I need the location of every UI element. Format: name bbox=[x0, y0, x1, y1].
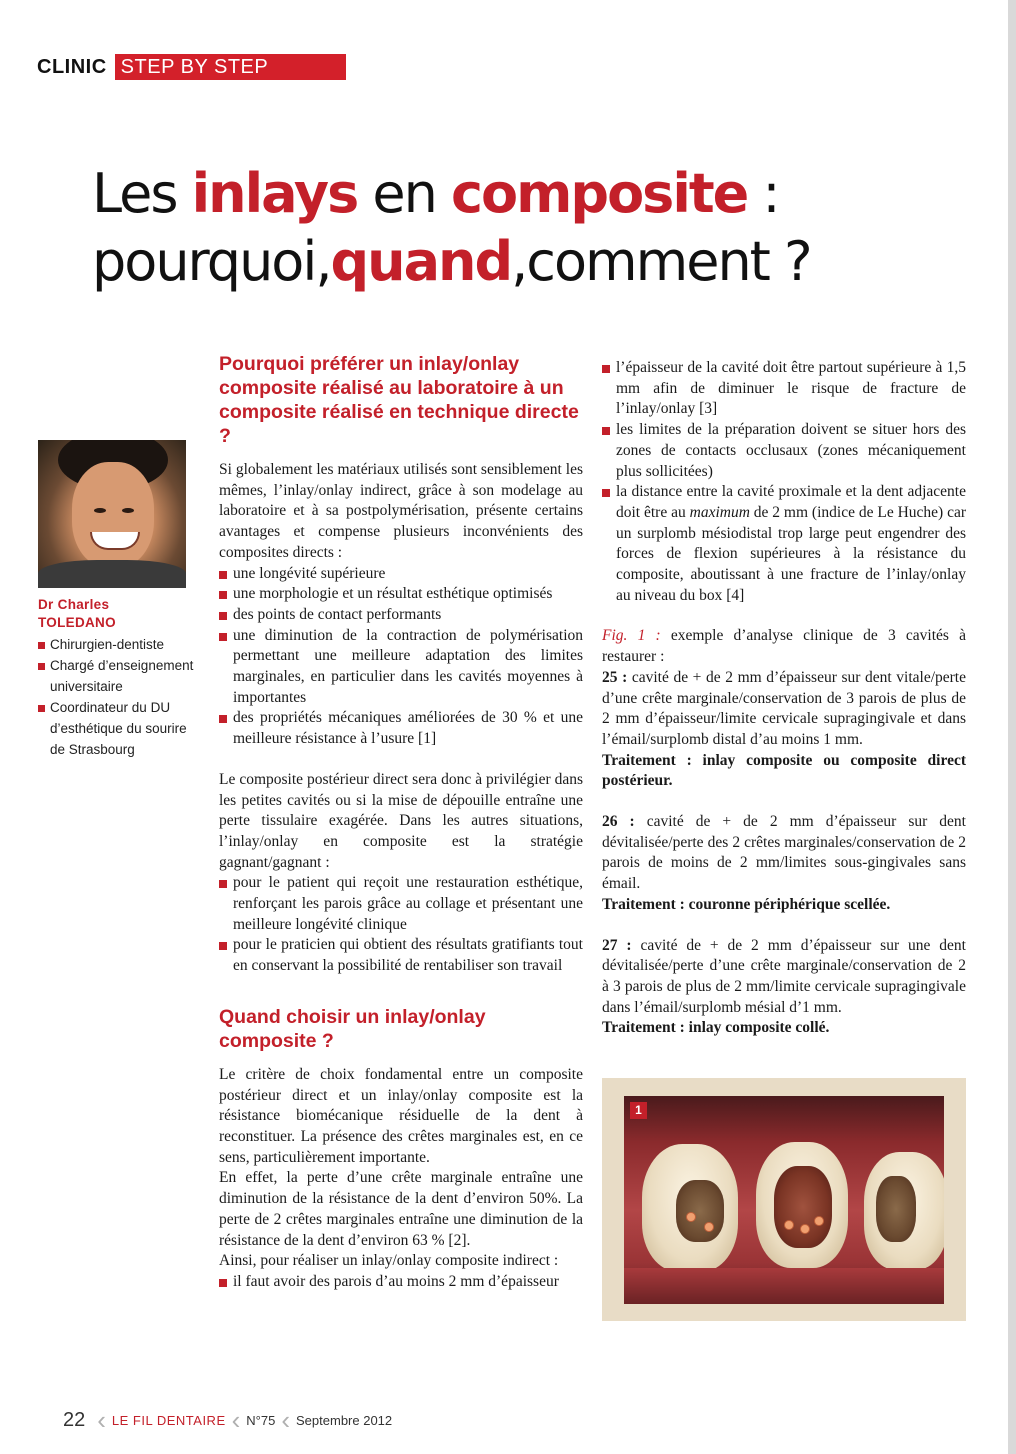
issue-number: N°75 bbox=[246, 1412, 276, 1428]
paragraph: En effet, la perte d’une crête marginale entraîne une diminution de la résistance de la dent d’environ 50%. La perte de 2 crêtes marginales entraîne une diminution de la résistance de la dent d’environ 63 % [2]. bbox=[219, 1169, 583, 1249]
list-item: la distance entre la cavité proximale et la dent adjacente doit être au maximum de 2 mm (indice de Le Huche) car un surplomb mésiodistal trop large peut engendrer des forces de flexion supérieures à la résistance du composite, aboutissant à une fracture de l’inlay/onlay au niveau du box [4] bbox=[602, 482, 966, 606]
page-footer bbox=[63, 1406, 392, 1434]
case-26-treatment: Traitement : couronne périphérique scellée. bbox=[602, 895, 891, 913]
section-header bbox=[37, 54, 346, 80]
criteria-list bbox=[219, 1272, 583, 1293]
clinical-figure bbox=[602, 1078, 966, 1321]
case-25: 25 : cavité de + de 2 mm d’épaisseur sur dent vitale/perte d’une crête marginale/conservation de 3 parois de plus de 2 mm d’épaisseur/limite cervicale supragingivale et dans l’émail/surplomb distal d’au moins 1 mm. bbox=[602, 668, 966, 748]
title-highlight: inlays bbox=[191, 162, 358, 225]
article-title bbox=[92, 160, 972, 296]
list-item: des points de contact performants bbox=[219, 605, 583, 626]
section-heading-when: Quand choisir un inlay/onlay composite ? bbox=[219, 1005, 486, 1052]
title-text: Les bbox=[92, 162, 192, 225]
title-text: : bbox=[747, 162, 779, 225]
list-item: une longévité supérieure bbox=[219, 564, 583, 585]
list-item: une diminution de la contraction de polymérisation permettant une meilleure adaptation des limites marginales, en particulier dans les cavités moyennes à importantes bbox=[219, 626, 583, 709]
paragraph: Ainsi, pour réaliser un inlay/onlay composite indirect : bbox=[219, 1252, 559, 1270]
figure-caption-intro: Fig. 1 : exemple d’analyse clinique de 3 cavités à restaurer : bbox=[602, 627, 966, 666]
article-column-1 bbox=[219, 352, 583, 1293]
list-item: pour le patient qui reçoit une restauration esthétique, renforçant les parois grâce au collage et présentant une meilleure longévité clinique bbox=[219, 873, 583, 935]
title-text: en bbox=[357, 162, 452, 225]
author-role: Chirurgien-dentiste bbox=[38, 634, 198, 655]
list-item: une morphologie et un résultat esthétique optimisés bbox=[219, 584, 583, 605]
title-text: pourquoi, bbox=[92, 230, 331, 293]
list-item: des propriétés mécaniques améliorées de 30 % et une meilleure résistance à l’usure [1] bbox=[219, 708, 583, 749]
list-item: l’épaisseur de la cavité doit être partout supérieure à 1,5 mm afin de diminuer le risque de fracture de l’inlay/onlay [3] bbox=[602, 358, 966, 420]
title-line-1 bbox=[92, 160, 972, 228]
title-highlight: composite bbox=[451, 162, 748, 225]
page-edge bbox=[1008, 0, 1016, 1454]
clinical-photo bbox=[624, 1096, 944, 1304]
author-first-name: Dr Charles bbox=[38, 597, 110, 612]
paragraph: Le composite postérieur direct sera donc à privilégier dans les petites cavités ou si la mise de dépouille entraîne une perte tissulaire exagérée. Dans les autres situations, l’inlay/onlay en composite est la stratégie gagnant/gagnant : bbox=[219, 770, 583, 871]
figure-label: Fig. 1 : bbox=[602, 627, 661, 645]
author-roles bbox=[38, 634, 198, 760]
page-number: 22 bbox=[63, 1408, 86, 1431]
section-heading-why: Pourquoi préférer un inlay/onlay composite réalisé au laboratoire à un composite réalisé en technique directe ? bbox=[219, 353, 579, 447]
chevron-left-icon: ‹ bbox=[97, 1405, 106, 1435]
case-27-treatment: Traitement : inlay composite collé. bbox=[602, 1019, 830, 1037]
magazine-name: LE FIL DENTAIRE bbox=[111, 1412, 226, 1428]
case-27: 27 : cavité de + de 2 mm d’épaisseur sur une dent dévitalisée/perte d’une crête marginale/conservation de 2 à 3 parois de plus de 2 mm/limite cervicale supragingivale dans l’émail/surplomb mésial d’1 mm. bbox=[602, 936, 966, 1016]
title-text: ,comment ? bbox=[511, 230, 811, 293]
author-photo bbox=[38, 440, 186, 588]
paragraph: Si globalement les matériaux utilisés sont sensiblement les mêmes, l’inlay/onlay indirect, grâce à son modelage au laboratoire et à sa postpolymérisation, présente certains avantages et compense plusieurs inconvénients des composites directs : bbox=[219, 461, 583, 561]
author-name bbox=[38, 596, 198, 632]
list-item: pour le praticien qui obtient des résultats gratifiants tout en conservant la possibilité de rentabiliser son travail bbox=[219, 935, 583, 976]
advantages-list bbox=[219, 564, 583, 750]
title-highlight: quand bbox=[330, 230, 512, 293]
author-last-name: TOLEDANO bbox=[38, 615, 116, 630]
title-line-2 bbox=[92, 228, 972, 296]
chevron-left-icon: ‹ bbox=[231, 1405, 241, 1435]
list-item: il faut avoir des parois d’au moins 2 mm d’épaisseur bbox=[219, 1272, 583, 1293]
winwin-list bbox=[219, 873, 583, 977]
list-item: les limites de la préparation doivent se situer hors des zones de contacts occlusaux (zones mécaniquement plus sollicitées) bbox=[602, 420, 966, 482]
case-26: 26 : cavité de + de 2 mm d’épaisseur sur dent dévitalisée/perte des 2 crêtes marginales/conservation de 2 parois de moins de 2 mm/limites sous-gingivales sans émail. bbox=[602, 813, 966, 893]
figure-number-badge: 1 bbox=[630, 1102, 647, 1119]
author-role: Coordinateur du DU d’esthétique du sourire de Strasbourg bbox=[38, 697, 198, 760]
case-25-treatment: Traitement : inlay composite ou composite direct postérieur. bbox=[602, 751, 966, 790]
paragraph: Le critère de choix fondamental entre un composite postérieur direct et un inlay/onlay composite est la résistance biomécanique résiduelle de la dent à reconstituer. La présence des crêtes marginales est, en ce sens, particulièrement importante. bbox=[219, 1065, 583, 1166]
article-column-2 bbox=[602, 358, 966, 1039]
section-label: CLINIC bbox=[37, 55, 107, 78]
author-role: Chargé d’enseignement universitaire bbox=[38, 655, 198, 697]
subsection-banner: STEP BY STEP bbox=[115, 54, 346, 80]
issue-date: Septembre 2012 bbox=[296, 1412, 393, 1428]
criteria-list-continued bbox=[602, 358, 966, 606]
chevron-left-icon: ‹ bbox=[281, 1405, 291, 1435]
